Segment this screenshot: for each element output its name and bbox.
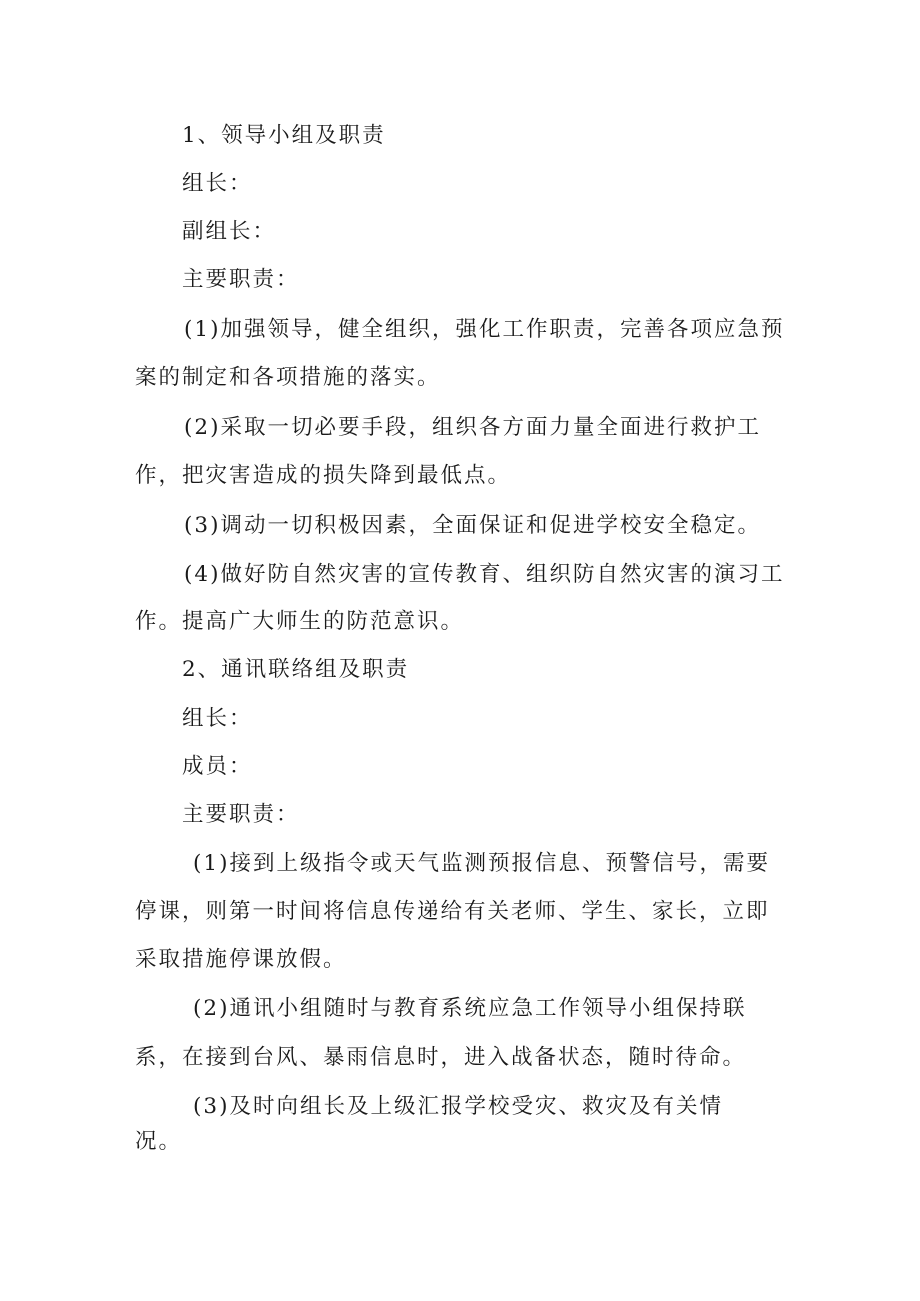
section-1-duty-3-line-1: (3)调动一切积极因素，全面保证和促进学校安全稳定。 <box>184 513 761 538</box>
section-2-duty-3-line-2: 况。 <box>135 1129 183 1154</box>
section-2-members: 成员： <box>182 754 253 779</box>
section-2-duty-2-line-2: 系，在接到台风、暴雨信息时，进入战备状态，随时待命。 <box>135 1045 747 1070</box>
section-1-leader: 组长： <box>182 171 253 196</box>
section-2-duties-label: 主要职责： <box>182 802 300 827</box>
section-1-duty-4-line-2: 作。提高广大师生的防范意识。 <box>135 609 465 634</box>
section-1-deputy: 副组长： <box>182 219 277 244</box>
section-1-duties-label: 主要职责： <box>182 267 300 292</box>
section-1-duty-1-line-2: 案的制定和各项措施的落实。 <box>135 365 441 390</box>
section-1-duty-4-line-1: (4)做好防自然灾害的宣传教育、组织防自然灾害的演习工 <box>184 562 785 587</box>
section-1-duty-1-line-1: (1)加强领导，健全组织，强化工作职责，完善各项应急预 <box>184 317 785 342</box>
section-2-duty-1-line-2: 停课，则第一时间将信息传递给有关老师、学生、家长，立即 <box>135 899 770 924</box>
section-1-duty-2-line-1: (2)采取一切必要手段，组织各方面力量全面进行救护工 <box>184 415 761 440</box>
section-2-duty-1-line-3: 采取措施停课放假。 <box>135 947 347 972</box>
section-2-heading: 2、通讯联络组及职责 <box>182 657 410 682</box>
section-2-duty-3-line-1: (3)及时向组长及上级汇报学校受灾、救灾及有关情 <box>193 1094 723 1119</box>
section-2-leader: 组长： <box>182 706 253 731</box>
section-2-duty-1-line-1: (1)接到上级指令或天气监测预报信息、预警信号，需要 <box>193 851 770 876</box>
section-2-duty-2-line-1: (2)通讯小组随时与教育系统应急工作领导小组保持联 <box>193 996 747 1021</box>
section-1-duty-2-line-2: 作，把灾害造成的损失降到最低点。 <box>135 463 512 488</box>
section-1-heading: 1、领导小组及职责 <box>182 123 386 148</box>
